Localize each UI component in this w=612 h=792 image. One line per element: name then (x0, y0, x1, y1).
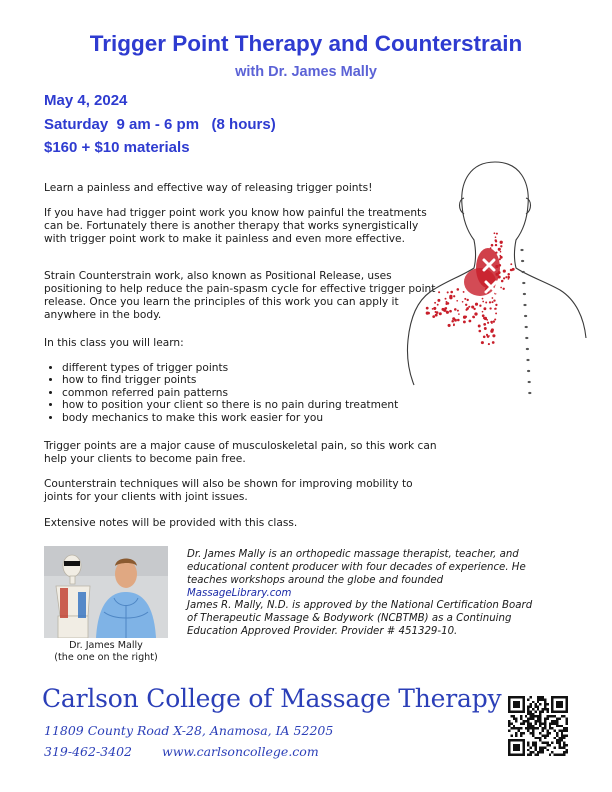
list-item: • how to position your client so there is no pain during treatment (62, 399, 462, 411)
paragraph-joint-mobility: Counterstrain techniques will also be shown for improving mobility to joints for your clients with joint issues. (44, 478, 413, 503)
sunglasses-icon (64, 561, 80, 566)
paragraph-painful-treatments: If you have had trigger point work you know how painful the treatments can be. Fortunately there is another therapy that works synergistically with trigger point work to make it painless and even more effective. (44, 207, 427, 245)
list-item: • how to find trigger points (62, 374, 462, 386)
bio-paragraph (187, 548, 537, 600)
college-phone: 319-462-3402 (44, 744, 132, 759)
list-item: • common referred pain patterns (62, 387, 462, 399)
paragraph-notes: Extensive notes will be provided with this class. (44, 517, 298, 529)
spine-dots (520, 249, 531, 394)
trigger-point-markers (464, 248, 500, 296)
qr-code-icon[interactable] (508, 696, 568, 756)
list-item: • body mechanics to make this work easier for you (62, 412, 462, 424)
page-subtitle: with Dr. James Mally (235, 64, 377, 80)
instructor-photo (44, 546, 168, 638)
massage-library-link[interactable]: MassageLibrary.com (187, 588, 292, 599)
event-price: $160 + $10 materials (44, 139, 190, 156)
bio-text: Dr. James Mally is an orthopedic massage therapist, teacher, and educational content producer with four decades of experience. He teaches workshops around the globe and founded (187, 549, 526, 586)
paragraph-counterstrain: Strain Counterstrain work, also known as Positional Release, uses positioning to help reduce the pain-spasm cycle for effective trigger point release. Once you learn the principles of this work you can apply it anywhere in the body. (44, 270, 436, 321)
learn-intro: In this class you will learn: (44, 337, 184, 349)
event-date: May 4, 2024 (44, 92, 128, 109)
event-time: Saturday 9 am - 6 pm (8 hours) (44, 116, 276, 133)
college-name: Carlson College of Massage Therapy (42, 684, 502, 713)
college-website[interactable]: www.carlsoncollege.com (162, 744, 319, 759)
page-title: Trigger Point Therapy and Counterstrain (89, 31, 523, 56)
list-item: • different types of trigger points (62, 362, 462, 374)
college-address: 11809 County Road X-28, Anamosa, IA 52205 (44, 723, 334, 738)
photo-caption (44, 640, 168, 664)
intro-text: Learn a painless and effective way of releasing trigger points! (44, 182, 373, 194)
caption-name: Dr. James Mally (69, 640, 143, 651)
paragraph-trigger-pain: Trigger points are a major cause of musculoskeletal pain, so this work can help your clients to become pain free. (44, 440, 437, 465)
caption-note: (the one on the right) (54, 652, 158, 663)
instructor-photo-art (44, 546, 168, 638)
certification-paragraph: James R. Mally, N.D. is approved by the National Certification Board of Therapeutic Massage & Bodywork (NCBTMB) as a Continuing Education Approved Provider. Provider # 451329-10. (187, 600, 533, 637)
neck-shoulder-illustration (400, 150, 600, 410)
